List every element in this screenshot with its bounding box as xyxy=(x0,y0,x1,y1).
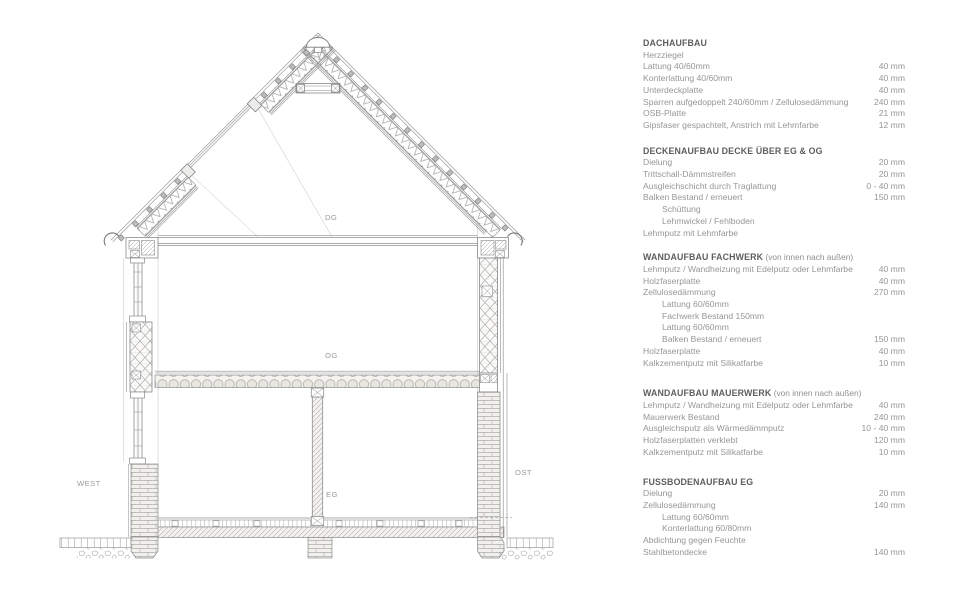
label-dg: DG xyxy=(325,213,338,222)
legend-row: Balken Bestand / erneuert 150 mm xyxy=(662,334,905,345)
legend-section-title: DACHAUFBAU xyxy=(643,38,708,48)
legend-row: Stahlbetondecke 140 mm xyxy=(643,546,905,557)
legend-row: Balken Bestand / erneuert 150 mm xyxy=(643,192,905,203)
legend-row: Lehmputz / Wandheizung mit Edelputz oder Lehmfarbe 40 mm xyxy=(643,263,905,274)
legend-section-title: DECKENAUFBAU DECKE ÜBER EG & OG xyxy=(643,145,823,156)
wall-right xyxy=(470,238,512,559)
legend-row: Holzfaserplatte 40 mm xyxy=(643,275,905,286)
legend-row: Unterdeckplatte 40 mm xyxy=(643,84,905,95)
legend xyxy=(643,38,905,571)
legend-row: Gipsfaser gespachtelt, Anstrich mit Lehmfarbe 12 mm xyxy=(643,119,905,130)
legend-row: Konterlattung 60/80mm xyxy=(662,523,752,534)
legend-section xyxy=(643,252,905,369)
window-og xyxy=(130,258,146,322)
legend-row: Holzfaserplatte 40 mm xyxy=(643,345,905,356)
legend-row: Trittschall-Dämmstreifen 20 mm xyxy=(643,169,905,180)
legend-section xyxy=(643,146,905,240)
legend-section xyxy=(643,477,905,559)
og-floor xyxy=(155,371,480,387)
column-footing xyxy=(308,538,332,559)
legend-row: Kalkzementputz mit Silikatfarbe 10 mm xyxy=(643,357,905,368)
label-og: OG xyxy=(325,351,338,360)
collar-beam xyxy=(296,84,340,94)
legend-section-title: WANDAUFBAU MAUERWERK (von innen nach außen) xyxy=(643,388,862,399)
legend-row: Lehmputz mit Lehmfarbe xyxy=(643,227,739,238)
legend-row: Fachwerk Bestand 150mm xyxy=(662,310,765,321)
wall-left xyxy=(126,238,158,559)
roof-window xyxy=(181,97,262,178)
legend-section xyxy=(643,388,905,458)
legend-row: Lattung 60/60mm xyxy=(662,299,729,310)
legend-row: OSB-Platte 21 mm xyxy=(643,108,905,119)
legend-row: Holzfaserplatten verklebt 120 mm xyxy=(643,435,905,446)
legend-row: Lattung 40/60mm 40 mm xyxy=(643,61,905,72)
legend-row: Lehmwickel / Fehlboden xyxy=(662,215,755,226)
legend-row: Mauerwerk Bestand 240 mm xyxy=(643,411,905,422)
legend-row: Konterlattung 40/60mm 40 mm xyxy=(643,73,905,84)
legend-row: Sparren aufgedoppelt 240/60mm / Zellulosedämmung 240 mm xyxy=(643,96,905,107)
label-eg: EG xyxy=(326,490,338,499)
roof-right xyxy=(300,33,525,258)
legend-row: Ausgleichschicht durch Traglattung 0 - 40 mm xyxy=(643,180,905,191)
legend-row: Dielung 20 mm xyxy=(643,157,905,168)
label-west: WEST xyxy=(77,479,101,488)
legend-section-title: WANDAUFBAU FACHWERK (von innen nach außen) xyxy=(643,252,854,263)
window-eg xyxy=(130,392,146,464)
legend-row: Herzziegel xyxy=(643,49,684,60)
dg-floor xyxy=(158,236,478,246)
legend-row: Schüttung xyxy=(662,204,701,215)
legend-row: Lehmputz / Wandheizung mit Edelputz oder Lehmfarbe 40 mm xyxy=(643,399,905,410)
label-ost: OST xyxy=(515,468,532,477)
legend-row: Abdichtung gegen Feuchte xyxy=(643,535,746,546)
legend-row: Dielung 20 mm xyxy=(643,488,905,499)
legend-row: Kalkzementputz mit Silikatfarbe 10 mm xyxy=(643,446,905,457)
legend-row: Zellulosedämmung 140 mm xyxy=(643,499,905,510)
legend-row: Lattung 60/60mm xyxy=(662,322,729,333)
legend-row: Zellulosedämmung 270 mm xyxy=(643,287,905,298)
roof-left xyxy=(111,33,336,258)
legend-section-title: FUSSBODENAUFBAU EG xyxy=(643,476,754,487)
legend-section xyxy=(643,38,905,132)
legend-row: Ausgleichsputz als Wärmedämmputz 10 - 40 mm xyxy=(643,423,905,434)
foundation-left xyxy=(131,537,158,558)
concrete-slab xyxy=(146,527,504,538)
legend-row: Lattung 60/60mm xyxy=(662,511,729,522)
eg-floor xyxy=(146,518,504,538)
